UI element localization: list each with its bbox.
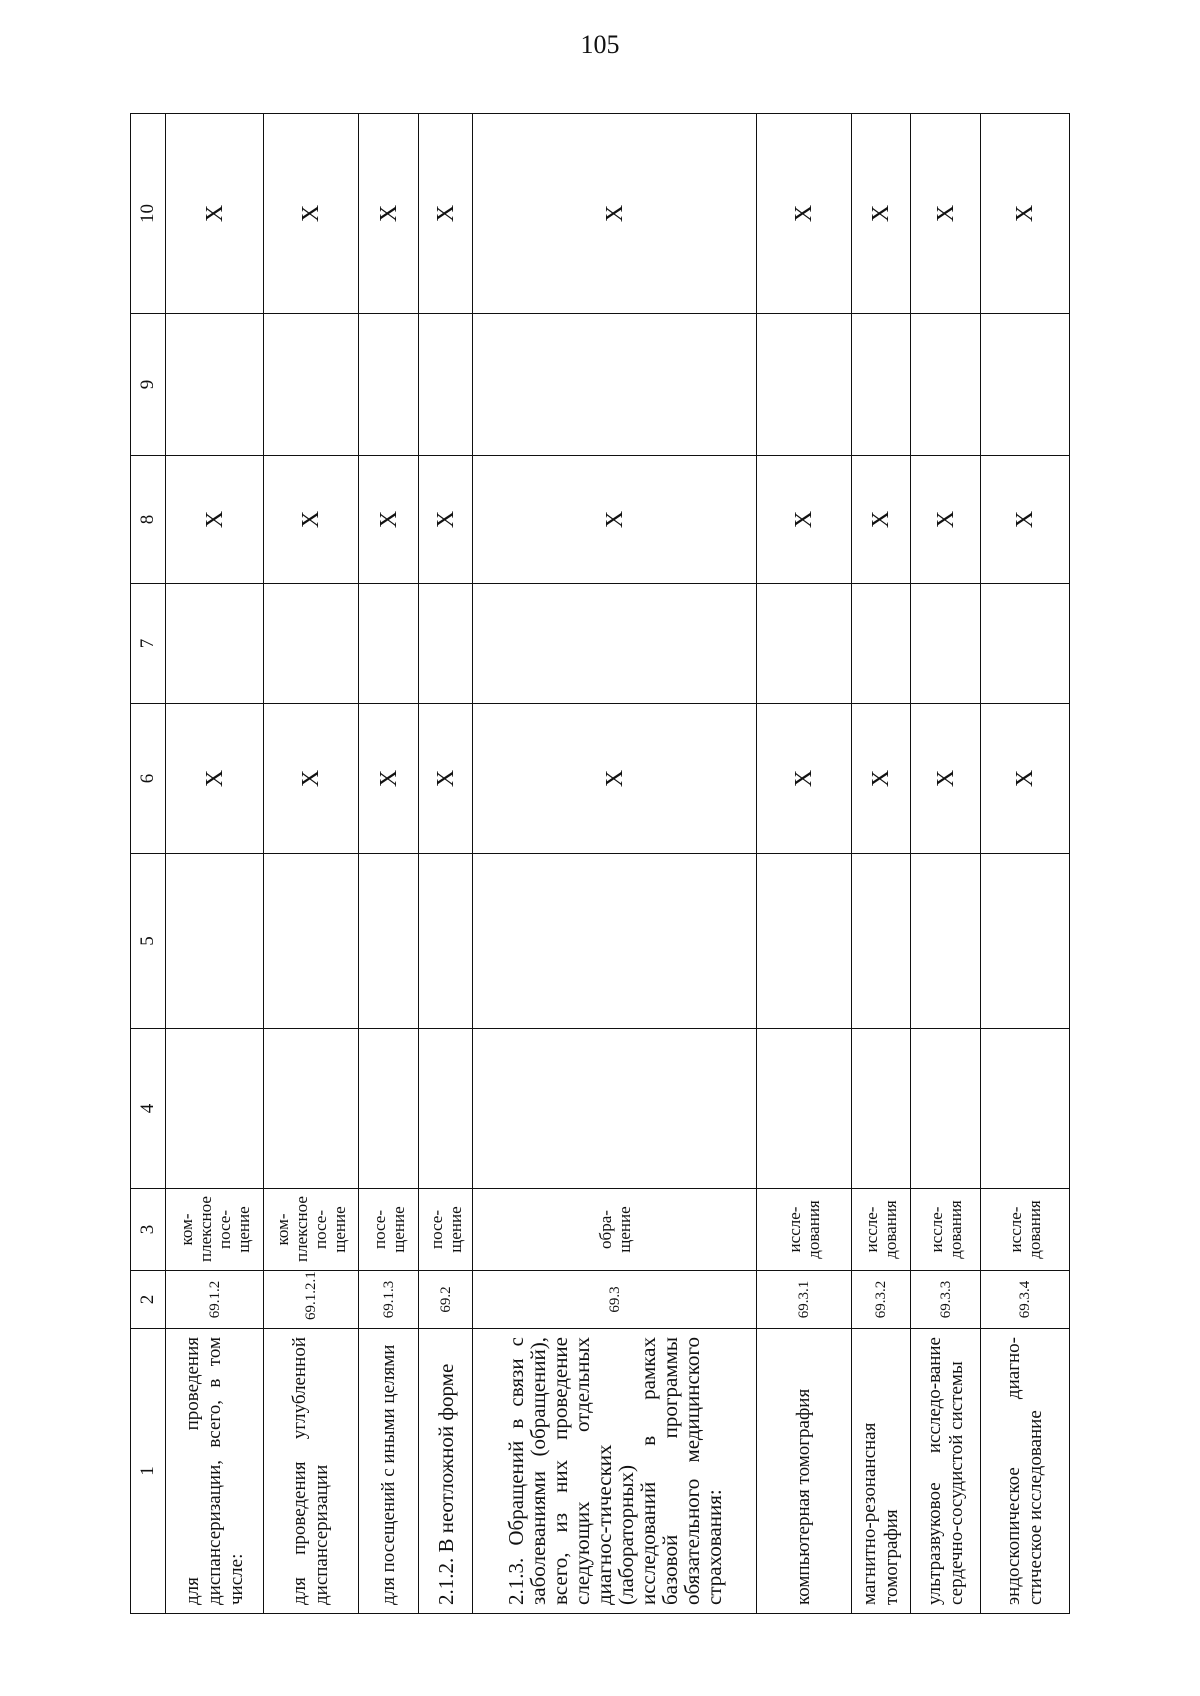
row-cell-col-9	[911, 314, 980, 456]
row-description: магнитно-резонансная томография	[859, 1422, 903, 1605]
row-code: 69.1.2.1	[264, 1271, 359, 1329]
table-row	[359, 114, 419, 1614]
row-description: 2.1.2. В неотложной форме	[433, 1363, 458, 1605]
row-code: 69.3.4	[980, 1271, 1069, 1329]
row-description-cell	[852, 1329, 911, 1614]
row-description-cell	[472, 1329, 757, 1614]
row-code: 69.2	[419, 1271, 473, 1329]
row-cell-col-8: X	[264, 456, 359, 584]
row-code: 69.3.1	[757, 1271, 852, 1329]
column-header-6: 6	[131, 704, 166, 854]
row-cell-col-7	[911, 584, 980, 704]
row-cell-col-5	[166, 854, 264, 1029]
row-code: 69.3.2	[852, 1271, 911, 1329]
row-cell-col-6: X	[757, 704, 852, 854]
row-cell-col-10: X	[472, 114, 757, 314]
column-header-5: 5	[131, 854, 166, 1029]
row-cell-col-9	[852, 314, 911, 456]
row-cell-col-5	[980, 854, 1069, 1029]
row-code: 69.3	[472, 1271, 757, 1329]
row-description-cell	[166, 1329, 264, 1614]
row-cell-col-4	[852, 1029, 911, 1189]
column-header-7: 7	[131, 584, 166, 704]
row-cell-col-7	[264, 584, 359, 704]
row-cell-col-7	[472, 584, 757, 704]
row-cell-col-10: X	[359, 114, 419, 314]
row-code: 69.1.2	[166, 1271, 264, 1329]
column-header-8: 8	[131, 456, 166, 584]
row-unit: ком-плексное посе-щение	[166, 1189, 264, 1271]
row-cell-col-4	[911, 1029, 980, 1189]
row-description: ультразвуковое исследо-вание сердечно-сосудистой системы	[923, 1337, 967, 1605]
row-cell-col-5	[852, 854, 911, 1029]
row-unit: иссле-дования	[852, 1189, 911, 1271]
row-cell-col-6: X	[472, 704, 757, 854]
row-cell-col-6: X	[359, 704, 419, 854]
row-code: 69.3.3	[911, 1271, 980, 1329]
row-cell-col-9	[980, 314, 1069, 456]
table-row	[264, 114, 359, 1614]
row-description-cell	[911, 1329, 980, 1614]
row-cell-col-10: X	[264, 114, 359, 314]
row-cell-col-4	[419, 1029, 473, 1189]
row-unit: иссле-дования	[980, 1189, 1069, 1271]
table-row	[419, 114, 473, 1614]
row-unit: ком-плексное посе-щение	[264, 1189, 359, 1271]
row-description: для проведения диспансеризации, всего, в том числе:	[181, 1337, 247, 1605]
row-description: для посещений с иными целями	[377, 1344, 399, 1605]
row-code: 69.1.3	[359, 1271, 419, 1329]
table-row	[852, 114, 911, 1614]
table-body	[166, 114, 1070, 1614]
table-row	[166, 114, 264, 1614]
row-description: для проведения углубленной диспансеризации	[289, 1337, 333, 1605]
row-cell-col-7	[757, 584, 852, 704]
row-description: 2.1.3. Обращений в связи с заболеваниями (обращений), всего, из них проведение следующих отдельных диагнос-тических (лабораторных) исследований в рамках базовой программы обязательного медицинского страхования:	[503, 1337, 726, 1605]
row-cell-col-10: X	[166, 114, 264, 314]
row-cell-col-9	[472, 314, 757, 456]
column-header-4: 4	[131, 1029, 166, 1189]
row-cell-col-6: X	[419, 704, 473, 854]
row-cell-col-7	[359, 584, 419, 704]
row-cell-col-5	[264, 854, 359, 1029]
row-cell-col-6: X	[166, 704, 264, 854]
row-cell-col-5	[757, 854, 852, 1029]
row-cell-col-8: X	[980, 456, 1069, 584]
column-header-2: 2	[131, 1271, 166, 1329]
row-cell-col-5	[359, 854, 419, 1029]
data-table	[130, 113, 1070, 1614]
row-cell-col-4	[472, 1029, 757, 1189]
row-cell-col-8: X	[472, 456, 757, 584]
row-description-cell	[757, 1329, 852, 1614]
row-cell-col-4	[264, 1029, 359, 1189]
row-cell-col-8: X	[166, 456, 264, 584]
row-cell-col-7	[980, 584, 1069, 704]
row-cell-col-8: X	[419, 456, 473, 584]
row-cell-col-10: X	[757, 114, 852, 314]
row-cell-col-8: X	[911, 456, 980, 584]
row-cell-col-6: X	[980, 704, 1069, 854]
row-cell-col-4	[980, 1029, 1069, 1189]
row-description-cell	[419, 1329, 473, 1614]
row-description-cell	[980, 1329, 1069, 1614]
row-cell-col-9	[264, 314, 359, 456]
row-cell-col-5	[911, 854, 980, 1029]
row-cell-col-7	[166, 584, 264, 704]
row-cell-col-5	[419, 854, 473, 1029]
column-header-9: 9	[131, 314, 166, 456]
row-unit: иссле-дования	[757, 1189, 852, 1271]
row-cell-col-9	[166, 314, 264, 456]
row-cell-col-5	[472, 854, 757, 1029]
row-description: компьютерная томография	[793, 1388, 815, 1605]
header-row	[131, 114, 166, 1614]
row-cell-col-8: X	[757, 456, 852, 584]
column-header-1: 1	[131, 1329, 166, 1614]
row-cell-col-8: X	[359, 456, 419, 584]
column-header-3: 3	[131, 1189, 166, 1271]
row-cell-col-7	[419, 584, 473, 704]
row-cell-col-10: X	[911, 114, 980, 314]
row-cell-col-6: X	[264, 704, 359, 854]
rotated-table-container	[130, 114, 1070, 1614]
column-header-10: 10	[131, 114, 166, 314]
table-row	[911, 114, 980, 1614]
row-description-cell	[264, 1329, 359, 1614]
row-cell-col-4	[757, 1029, 852, 1189]
row-cell-col-9	[757, 314, 852, 456]
row-cell-col-10: X	[852, 114, 911, 314]
row-cell-col-6: X	[911, 704, 980, 854]
table-row	[757, 114, 852, 1614]
row-description-cell	[359, 1329, 419, 1614]
table-header	[131, 114, 166, 1614]
row-cell-col-10: X	[419, 114, 473, 314]
row-cell-col-9	[359, 314, 419, 456]
row-unit: посе-щение	[419, 1189, 473, 1271]
row-cell-col-4	[166, 1029, 264, 1189]
row-cell-col-8: X	[852, 456, 911, 584]
table-row	[980, 114, 1069, 1614]
row-cell-col-9	[419, 314, 473, 456]
row-description: эндоскопическое диагно-стическое исследование	[1002, 1337, 1046, 1605]
page-number: 105	[580, 30, 620, 59]
table-row	[472, 114, 757, 1614]
row-unit: обра-щение	[472, 1189, 757, 1271]
row-unit: посе-щение	[359, 1189, 419, 1271]
row-cell-col-6: X	[852, 704, 911, 854]
row-cell-col-10: X	[980, 114, 1069, 314]
row-cell-col-4	[359, 1029, 419, 1189]
row-unit: иссле-дования	[911, 1189, 980, 1271]
row-cell-col-7	[852, 584, 911, 704]
